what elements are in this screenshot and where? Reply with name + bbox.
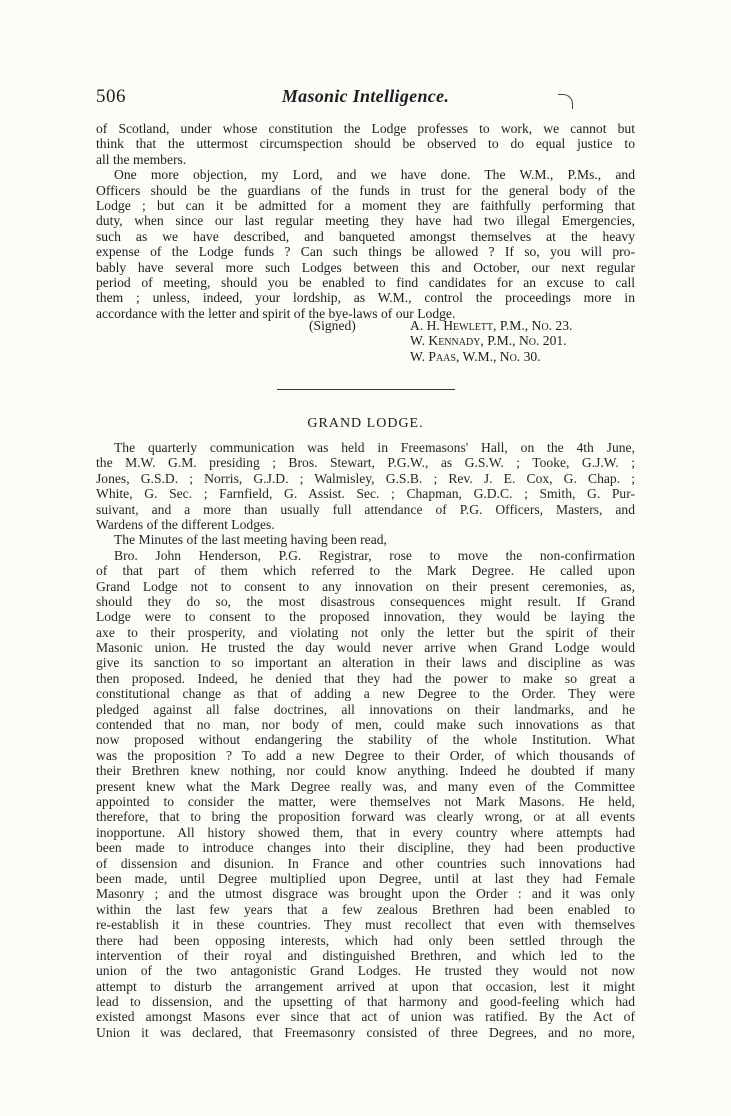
page-number: 506 [96,86,126,107]
text-line: duty, when since our last regular meeting they have had two illegal Emergencies, [96,213,635,229]
text-line: there had been opposing interests, which had only been settled through the [96,932,635,948]
text-line: lead to dissension, and the upsetting of that harmony and good-feeling which had [96,994,635,1010]
text-line: should they do so, the most disastrous consequences might result. If Grand [96,593,635,609]
text-line: them ; unless, indeed, your lordship, as W.M., control the proceedings more in [96,290,635,306]
text-line: of Scotland, under whose constitution the Lodge professes to work, we cannot but [96,121,635,136]
signature-block [96,318,635,364]
text-line: union of the two antagonistic Grand Lodges. He trusted they would not now [96,963,635,979]
text-line: Masonry ; and the utmost disgrace was brought upon the Order : and it was only [96,886,635,902]
text-line: re-establish it in these countries. They must recollect that even with themselves [96,917,635,933]
text-line: inopportune. All history showed them, that in every country where attempts had [96,824,635,840]
text-line: was the proposition ? To add a new Degree to their Order, of which thousands of [96,747,635,763]
grand-lodge-text [96,440,635,1040]
text-line: been made, until Degree multiplied upon Degree, until at last they had Female [96,870,635,886]
text-line: Jones, G.S.D. ; Norris, G.J.D. ; Walmisley, G.S.B. ; Rev. J. E. Cox, G. Chap. ; [96,470,635,486]
text-line: period of meeting, should you be enabled to find candidates for an excuse to call [96,274,635,290]
signatory: A. H. Hewlett, P.M., No. 23. [410,318,573,333]
text-line: Wardens of the different Lodges. [96,516,275,532]
letter-continued-text [96,121,635,321]
text-line: the M.W. G.M. presiding ; Bros. Stewart, P.G.W., as G.S.W. ; Tooke, G.J.W. ; [96,455,635,471]
signature-label: (Signed) [309,318,356,333]
text-line: Officers should be the guardians of the funds in trust for the general body of the [96,182,635,198]
text-line: within the last few years that a few zealous Brethren had been enabled to [96,901,635,917]
text-line: White, G. Sec. ; Farnfield, G. Assist. Sec. ; Chapman, G.D.C. ; Smith, G. Pur- [96,486,635,502]
text-line: pledged against all false doctrines, all innovations on their landmarks, and he [96,701,635,717]
text-line: then proposed. Indeed, he denied that they had the power to make so great a [96,670,635,686]
signatory: W. Kennady, P.M., No. 201. [410,333,567,349]
section-divider [277,389,455,390]
text-line: their Brethren knew nothing, nor could know anything. Indeed he doubted if many [96,763,635,779]
text-line: give its sanction to so important an alteration in their laws and discipline as was [96,655,635,671]
text-line: appointed to consider the matter, were themselves not Mark Masons. He held, [96,793,635,809]
text-line: therefore, that to bring the proposition forward was clearly wrong, or at all events [96,809,635,825]
running-title: Masonic Intelligence. [281,86,450,106]
text-line: contended that no man, nor body of men, could make such innovations as that [96,717,635,733]
text-line: intervention of their royal and distinguished Brethren, and which led to the [96,947,635,963]
text-line: One more objection, my Lord, and we have done. The W.M., P.Ms., and [114,167,635,183]
text-line: been made to introduce changes into their discipline, they had been productive [96,840,635,856]
section-heading: GRAND LODGE. [307,416,424,431]
text-line: Lodge were to consent to the proposed innovation, they would be laying the [96,609,635,625]
text-line: think that the uttermost circumspection should be observed to do equal justice to [96,136,635,152]
text-line: The quarterly communication was held in Freemasons' Hall, on the 4th June, [114,440,635,455]
text-line: expense of the Lodge funds ? Can such things be allowed ? If so, you will pro- [96,244,635,260]
signatory: W. Paas, W.M., No. 30. [410,348,541,364]
text-line: Masonic union. He trusted the day would never arrive when Grand Lodge would [96,640,635,656]
text-line: all the members. [96,151,187,167]
text-line: of dissension and disunion. In France and other countries such innovations had [96,855,635,871]
text-line: accordance with the letter and spirit of the bye-laws of our Lodge. [96,305,456,321]
text-line: Grand Lodge not to consent to any innovation on their present ceremonies, as, [96,578,635,594]
text-line: of that part of them which referred to the Mark Degree. He called upon [96,563,635,579]
text-line: Bro. John Henderson, P.G. Registrar, rose to move the non-confirmation [114,547,635,563]
text-line: Lodge ; but can it be admitted for a moment they are faithfully performing that [96,197,635,213]
text-line: constitutional change as that of adding a new Degree to the Order. They were [96,686,635,702]
text-line: such as we have described, and banqueted amongst themselves at the heavy [96,228,635,244]
text-line: bably have several more such Lodges between this and October, our next regular [96,259,635,275]
text-line: Union it was declared, that Freemasonry consisted of three Degrees, and no more, [96,1024,635,1040]
page-header [96,86,635,110]
text-line: present knew what the Mark Degree really was, and many even of the Committee [96,778,635,794]
text-line: attempt to disturb the arrangement arrived at upon that occasion, lest it might [96,978,635,994]
text-line: suivant, and a more than usually full attendance of P.G. Officers, Masters, and [96,501,635,517]
text-line: axe to their prosperity, and violating not only the letter but the spirit of their [96,624,635,640]
text-line: The Minutes of the last meeting having been read, [114,532,387,548]
text-line: now proposed without endangering the stability of the whole Institution. What [96,732,635,748]
text-line: existed amongst Masons ever since that act of union was ratified. By the Act of [96,1009,635,1025]
